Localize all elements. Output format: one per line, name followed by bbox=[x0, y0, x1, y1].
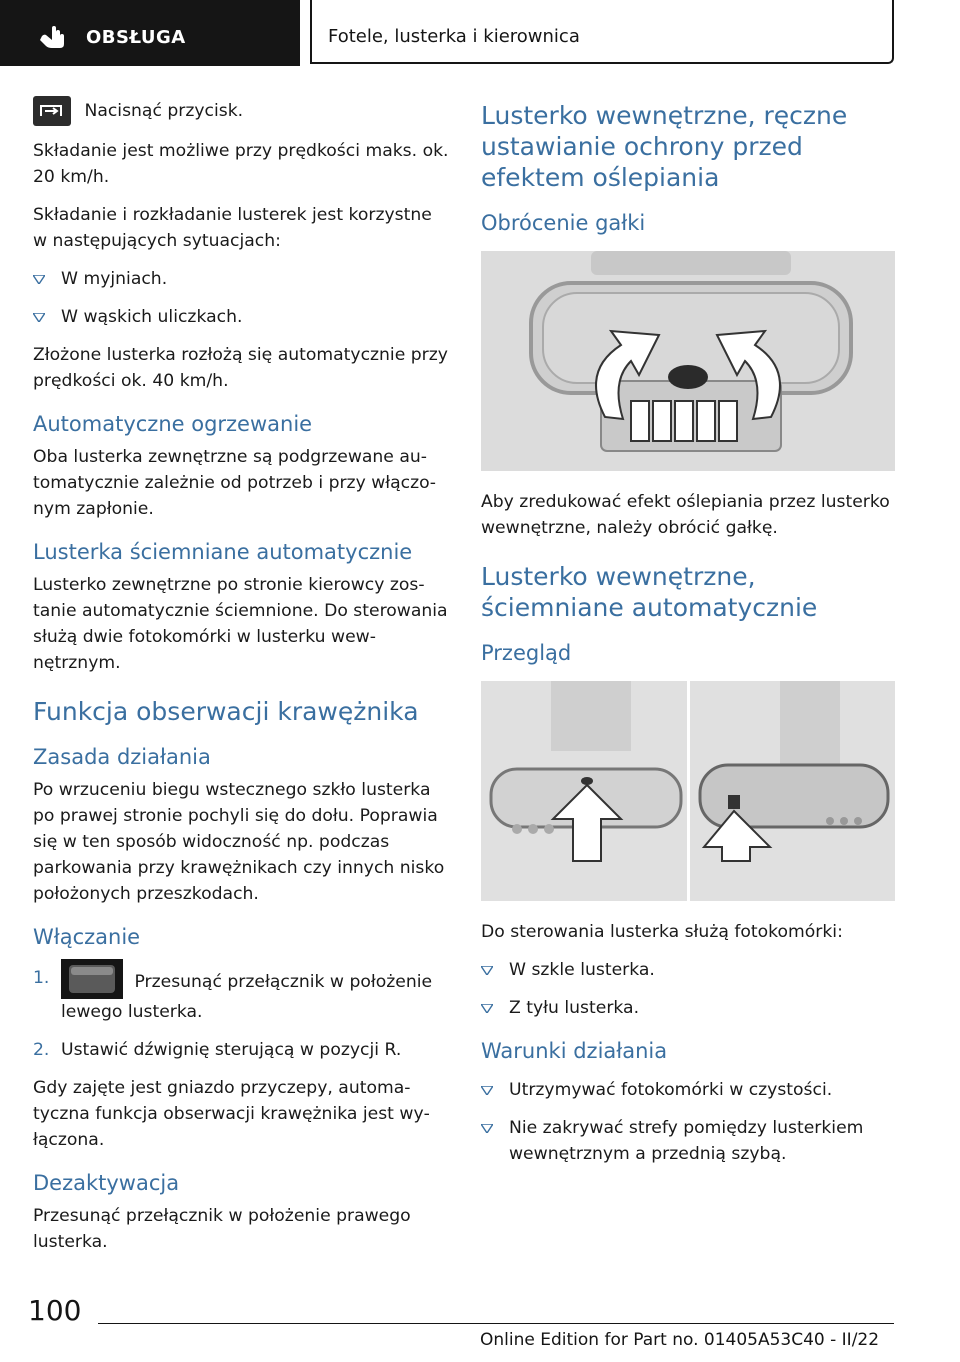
press-button-step bbox=[33, 96, 451, 126]
page-number: 100 bbox=[28, 1294, 82, 1327]
heading-dimming: Lusterka ściemniane automatycznie bbox=[33, 540, 413, 564]
figure-mirror-back bbox=[690, 681, 896, 901]
mirror-front-illustration bbox=[481, 681, 686, 901]
heading-principle: Zasada działania bbox=[33, 745, 211, 769]
section-tab bbox=[0, 0, 300, 66]
mirror-fold-button-icon bbox=[33, 96, 71, 126]
right-column bbox=[481, 96, 897, 1179]
triangle-bullet-icon bbox=[481, 966, 493, 975]
triangle-bullet-icon bbox=[33, 313, 45, 322]
list-item: Utrzymywać fotokomórki w czystości. bbox=[481, 1077, 897, 1103]
paragraph: Lusterko zewnętrzne po stronie kierowcy zostanie automatycznie ściemnione. Do sterowania służą dwie fotokomórki w lusterku wewnętrznym. bbox=[33, 575, 448, 673]
section-title: OBSŁUGA bbox=[86, 27, 186, 48]
paragraph: Gdy zajęte jest gniazdo przyczepy, automatyczna funkcja obserwacji krawężnika jest wyłączona. bbox=[33, 1078, 430, 1150]
triangle-bullet-icon bbox=[481, 1124, 493, 1133]
figure-mirror-front bbox=[481, 681, 687, 901]
mirror-back-illustration bbox=[690, 681, 895, 901]
chapter-title: Fotele, lusterka i kierownica bbox=[328, 26, 580, 47]
chapter-box bbox=[310, 0, 894, 64]
heading-auto-mirror: Lusterko wewnętrzne, ściemniane automatycznie bbox=[481, 562, 818, 622]
paragraph: Składanie i rozkładanie lusterek jest korzystne w następujących sytuacjach: bbox=[33, 205, 432, 251]
triangle-bullet-icon bbox=[481, 1004, 493, 1013]
paragraph: Składanie jest możliwe przy prędkości maks. ok. 20 km/h. bbox=[33, 141, 449, 187]
footer-edition: Online Edition for Part no. 01405A53C40 - II/22 bbox=[480, 1330, 880, 1350]
mirror-knob-illustration bbox=[481, 251, 895, 471]
paragraph: Po wrzuceniu biegu wstecznego szkło lusterka po prawej stronie pochyli się do dołu. Poprawia się w ten sposób widoczność np. podczas parkowania przy krawężnikach czy innych nisko położonych przeszkodach. bbox=[33, 780, 445, 904]
list-item: W szkle lusterka. bbox=[481, 957, 897, 983]
heading-curb-function: Funkcja obserwacji krawężnika bbox=[33, 697, 419, 726]
mirror-switch-icon bbox=[61, 959, 123, 999]
paragraph: Aby zredukować efekt oślepiania przez lusterko wewnętrzne, należy obrócić gałkę. bbox=[481, 492, 890, 538]
heading-activation: Włączanie bbox=[33, 925, 141, 949]
footer-divider bbox=[98, 1323, 894, 1324]
list-item: W wąskich uliczkach. bbox=[33, 304, 451, 330]
hand-pointer-icon bbox=[36, 26, 70, 52]
heading-overview: Przegląd bbox=[481, 641, 572, 665]
list-item: Z tyłu lusterka. bbox=[481, 995, 897, 1021]
paragraph: Złożone lusterka rozłożą się automatycznie przy prędkości ok. 40 km/h. bbox=[33, 345, 448, 391]
page-header bbox=[0, 0, 960, 66]
heading-knob: Obrócenie gałki bbox=[481, 211, 646, 235]
heading-manual-mirror: Lusterko wewnętrzne, ręczne ustawianie ochrony przed efektem oślepiania bbox=[481, 101, 848, 192]
list-item: W myjniach. bbox=[33, 266, 451, 292]
list-item: Nie zakrywać strefy pomiędzy lusterkiem wewnętrznym a przednią szybą. bbox=[481, 1115, 897, 1167]
paragraph: Oba lusterka zewnętrzne są podgrzewane automatycznie zależnie od potrzeb i przy włączonym zapłonie. bbox=[33, 447, 436, 519]
heading-deactivation: Dezaktywacja bbox=[33, 1171, 180, 1195]
numbered-step: 2. Ustawić dźwignię sterującą w pozycji R. bbox=[33, 1040, 402, 1060]
figure-rearview-mirror-knob bbox=[481, 251, 895, 471]
heading-heating: Automatyczne ogrzewanie bbox=[33, 412, 313, 436]
paragraph: Do sterowania lusterka służą fotokomórki: bbox=[481, 922, 843, 942]
left-column bbox=[33, 96, 451, 1267]
numbered-step: 1. Przesunąć przełącznik w położenie lewego lusterka. bbox=[33, 965, 451, 1025]
figure-photocells bbox=[481, 681, 895, 901]
triangle-bullet-icon bbox=[33, 275, 45, 284]
heading-conditions: Warunki działania bbox=[481, 1039, 668, 1063]
paragraph: Przesunąć przełącznik w położenie prawego lusterka. bbox=[33, 1206, 411, 1252]
press-button-text: Nacisnąć przycisk. bbox=[84, 101, 244, 121]
triangle-bullet-icon bbox=[481, 1086, 493, 1095]
